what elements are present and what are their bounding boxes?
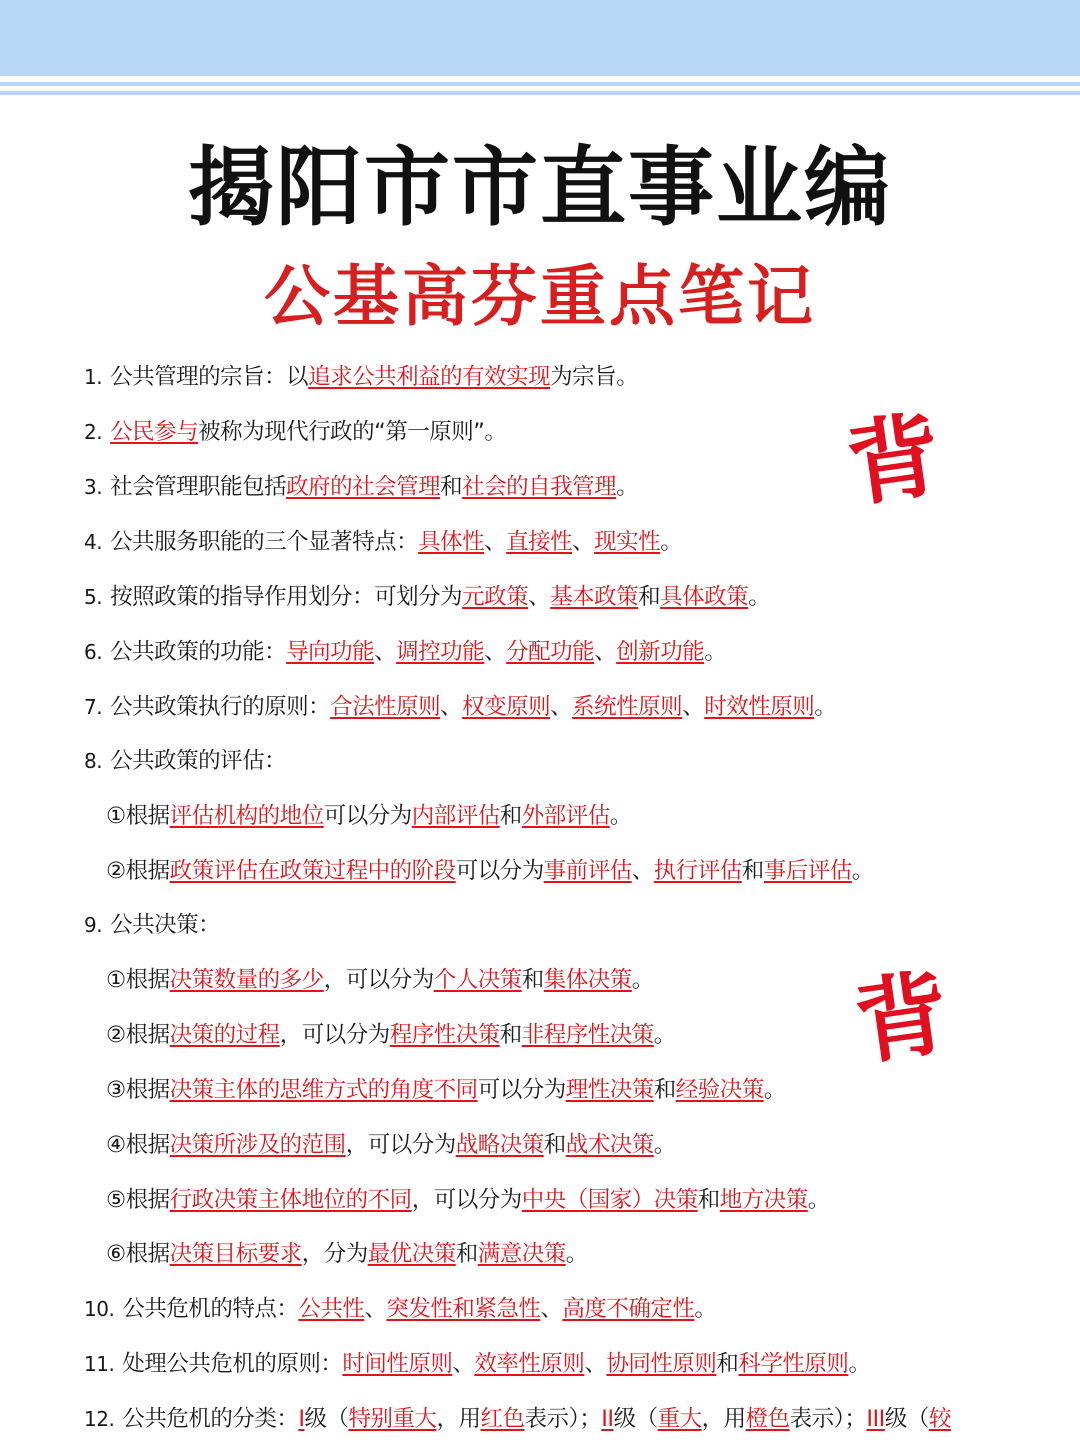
key-term: 决策所涉及的范围 bbox=[169, 1132, 346, 1158]
key-term: 协同性原则 bbox=[606, 1351, 717, 1377]
key-term: 权变原则 bbox=[462, 694, 551, 720]
key-term: 经验决策 bbox=[675, 1077, 764, 1103]
note-text: 。 bbox=[660, 529, 683, 555]
key-term: 执行评估 bbox=[653, 858, 742, 884]
note-text: 和 bbox=[543, 1132, 566, 1158]
key-term: 具体性 bbox=[418, 529, 485, 555]
note-text: 。 bbox=[807, 1187, 830, 1213]
key-term: 调控功能 bbox=[396, 639, 485, 665]
note-text: 、 bbox=[528, 584, 551, 610]
item-number: 9. bbox=[84, 913, 103, 937]
note-text: ①根据 bbox=[106, 803, 170, 829]
item-number: 8. bbox=[84, 749, 103, 773]
note-text: 可以分为 bbox=[455, 858, 544, 884]
note-text: ，可以分为 bbox=[279, 1022, 390, 1048]
note-item bbox=[84, 1347, 870, 1381]
note-subitem bbox=[106, 1073, 786, 1107]
note-text: 公共服务职能的三个显著特点： bbox=[110, 529, 419, 555]
note-text: 处理公共危机的原则： bbox=[122, 1351, 343, 1377]
key-term: 特别重大 bbox=[348, 1406, 437, 1432]
note-text: ⑥根据 bbox=[106, 1241, 170, 1267]
note-item bbox=[84, 415, 506, 449]
note-item bbox=[84, 525, 682, 559]
page-subtitle: 公基高芬重点笔记 bbox=[264, 257, 816, 335]
note-text: 公共管理的宗旨：以 bbox=[110, 364, 309, 390]
key-term: 合法性原则 bbox=[330, 694, 441, 720]
note-text: 、 bbox=[584, 1351, 607, 1377]
page-title: 揭阳市市直事业编 bbox=[188, 137, 892, 238]
note-text: 、 bbox=[374, 639, 397, 665]
key-term: 效率性原则 bbox=[474, 1351, 585, 1377]
note-subitem bbox=[106, 1018, 676, 1052]
note-text: 和 bbox=[521, 967, 544, 993]
key-term: 现实性 bbox=[594, 529, 661, 555]
note-text: 社会管理职能包括 bbox=[110, 474, 287, 500]
note-text: 。 bbox=[704, 639, 727, 665]
note-text: 。 bbox=[653, 1132, 676, 1158]
note-text: 。 bbox=[694, 1296, 717, 1322]
note-text: 和 bbox=[653, 1077, 676, 1103]
note-text: 公共政策的评估： bbox=[110, 748, 287, 774]
key-term: 创新功能 bbox=[616, 639, 705, 665]
key-term: 时间性原则 bbox=[342, 1351, 453, 1377]
note-item bbox=[84, 744, 286, 778]
note-subitem bbox=[106, 854, 874, 888]
note-text: ①根据 bbox=[106, 967, 170, 993]
key-term: 红色 bbox=[480, 1406, 525, 1432]
note-text: 、 bbox=[364, 1296, 387, 1322]
key-term: 高度不确定性 bbox=[562, 1296, 695, 1322]
note-text: 、 bbox=[540, 1296, 563, 1322]
item-number: 2. bbox=[84, 420, 103, 444]
note-text: 、 bbox=[452, 1351, 475, 1377]
key-term: 社会的自我管理 bbox=[462, 474, 617, 500]
note-text: 公共政策的功能： bbox=[110, 639, 287, 665]
note-text: ②根据 bbox=[106, 1022, 170, 1048]
key-term: 个人决策 bbox=[433, 967, 522, 993]
key-term: 理性决策 bbox=[565, 1077, 654, 1103]
key-term: 重大 bbox=[657, 1406, 702, 1432]
note-subitem bbox=[106, 1183, 830, 1217]
note-text: 可以分为 bbox=[323, 803, 412, 829]
key-term: 决策的过程 bbox=[169, 1022, 280, 1048]
note-text: 和 bbox=[455, 1241, 478, 1267]
note-text: 、 bbox=[550, 694, 573, 720]
key-term: 时效性原则 bbox=[704, 694, 815, 720]
note-text: 。 bbox=[748, 584, 771, 610]
key-term: 满意决策 bbox=[477, 1241, 566, 1267]
note-item bbox=[84, 690, 836, 724]
note-text: ，可以分为 bbox=[411, 1187, 522, 1213]
note-text: 和 bbox=[697, 1187, 720, 1213]
note-text: ，用 bbox=[436, 1406, 481, 1432]
key-term: 最优决策 bbox=[367, 1241, 456, 1267]
key-term: 评估机构的地位 bbox=[169, 803, 324, 829]
note-text: 按照政策的指导作用划分：可划分为 bbox=[110, 584, 463, 610]
note-text: 。 bbox=[653, 1022, 676, 1048]
note-text: ③根据 bbox=[106, 1077, 170, 1103]
key-term: 事前评估 bbox=[543, 858, 632, 884]
key-term: 内部评估 bbox=[411, 803, 500, 829]
banner-stripe bbox=[0, 91, 1080, 95]
note-text: 被称为现代行政的“第一原则”。 bbox=[198, 419, 507, 445]
note-text: ②根据 bbox=[106, 858, 170, 884]
key-term: 元政策 bbox=[462, 584, 529, 610]
key-term: 行政决策主体地位的不同 bbox=[169, 1187, 412, 1213]
note-text: 和 bbox=[440, 474, 463, 500]
key-term: 决策主体的思维方式的角度不同 bbox=[169, 1077, 478, 1103]
note-text: ⑤根据 bbox=[106, 1187, 170, 1213]
note-subitem bbox=[106, 1237, 588, 1271]
item-number: 6. bbox=[84, 640, 103, 664]
note-text: 。 bbox=[814, 694, 837, 720]
item-number: 5. bbox=[84, 585, 103, 609]
key-term: 战术决策 bbox=[565, 1132, 654, 1158]
item-number: 3. bbox=[84, 475, 103, 499]
item-number: 10. bbox=[84, 1297, 115, 1321]
note-subitem bbox=[106, 963, 654, 997]
note-text: 、 bbox=[572, 529, 595, 555]
note-subitem bbox=[106, 799, 632, 833]
note-item bbox=[84, 635, 726, 669]
note-text: 表示）； bbox=[789, 1406, 867, 1432]
note-text: 。 bbox=[851, 858, 874, 884]
note-text: 、 bbox=[631, 858, 654, 884]
item-number: 1. bbox=[84, 365, 103, 389]
stamp-memorize: 背 bbox=[848, 958, 956, 1078]
key-term: I bbox=[298, 1406, 305, 1432]
key-term: 具体政策 bbox=[660, 584, 749, 610]
key-term: 集体决策 bbox=[543, 967, 632, 993]
note-text: ，用 bbox=[701, 1406, 746, 1432]
note-text: 。 bbox=[565, 1241, 588, 1267]
key-term: 追求公共利益的有效实现 bbox=[308, 364, 551, 390]
note-text: 。 bbox=[848, 1351, 871, 1377]
banner-stripe bbox=[0, 82, 1080, 86]
key-term: 中央（国家）决策 bbox=[521, 1187, 698, 1213]
note-text: ，分为 bbox=[301, 1241, 368, 1267]
key-term: 橙色 bbox=[745, 1406, 790, 1432]
stamp-memorize: 背 bbox=[840, 400, 948, 520]
note-text: 。 bbox=[609, 803, 632, 829]
note-item bbox=[84, 580, 770, 614]
note-text: ，可以分为 bbox=[323, 967, 434, 993]
key-term: 科学性原则 bbox=[738, 1351, 849, 1377]
note-item bbox=[84, 360, 638, 394]
note-text: 公共危机的特点： bbox=[122, 1296, 299, 1322]
note-text: 、 bbox=[682, 694, 705, 720]
note-text: 级（ bbox=[304, 1406, 349, 1432]
key-term: 基本政策 bbox=[550, 584, 639, 610]
note-text: 和 bbox=[499, 803, 522, 829]
note-text: 和 bbox=[716, 1351, 739, 1377]
key-term: 政策评估在政策过程中的阶段 bbox=[169, 858, 456, 884]
note-text: 、 bbox=[440, 694, 463, 720]
item-number: 4. bbox=[84, 530, 103, 554]
key-term: III bbox=[866, 1406, 885, 1432]
key-term: 政府的社会管理 bbox=[286, 474, 441, 500]
note-text: 、 bbox=[484, 639, 507, 665]
note-text: ，可以分为 bbox=[345, 1132, 456, 1158]
note-text: 级（ bbox=[884, 1406, 929, 1432]
note-text: 。 bbox=[763, 1077, 786, 1103]
key-term: 公共性 bbox=[298, 1296, 365, 1322]
key-term: 系统性原则 bbox=[572, 694, 683, 720]
key-term: 地方决策 bbox=[719, 1187, 808, 1213]
key-term: 决策数量的多少 bbox=[169, 967, 324, 993]
note-item bbox=[84, 908, 220, 942]
key-term: 程序性决策 bbox=[389, 1022, 500, 1048]
note-text: 。 bbox=[616, 474, 639, 500]
note-text: 可以分为 bbox=[477, 1077, 566, 1103]
note-text: 和 bbox=[499, 1022, 522, 1048]
note-item bbox=[84, 1292, 716, 1326]
key-term: 突发性和紧急性 bbox=[386, 1296, 541, 1322]
key-term: 较 bbox=[928, 1406, 951, 1432]
note-text: 级（ bbox=[613, 1406, 658, 1432]
key-term: 非程序性决策 bbox=[521, 1022, 654, 1048]
item-number: 7. bbox=[84, 695, 103, 719]
key-term: 公民参与 bbox=[110, 419, 199, 445]
key-term: 战略决策 bbox=[455, 1132, 544, 1158]
key-term: 直接性 bbox=[506, 529, 573, 555]
note-item bbox=[84, 470, 638, 504]
note-text: 。 bbox=[631, 967, 654, 993]
note-text: 公共政策执行的原则： bbox=[110, 694, 331, 720]
note-subitem bbox=[106, 1128, 676, 1162]
key-term: II bbox=[601, 1406, 614, 1432]
note-text: 、 bbox=[484, 529, 507, 555]
note-text: 、 bbox=[594, 639, 617, 665]
note-text: 和 bbox=[638, 584, 661, 610]
key-term: 分配功能 bbox=[506, 639, 595, 665]
note-text: ④根据 bbox=[106, 1132, 170, 1158]
note-text: 表示）； bbox=[524, 1406, 602, 1432]
key-term: 外部评估 bbox=[521, 803, 610, 829]
note-text: 公共危机的分类： bbox=[122, 1406, 299, 1432]
item-number: 11. bbox=[84, 1352, 115, 1376]
key-term: 决策目标要求 bbox=[169, 1241, 302, 1267]
top-banner-band bbox=[0, 0, 1080, 76]
note-text: 和 bbox=[741, 858, 764, 884]
item-number: 12. bbox=[84, 1407, 115, 1431]
note-text: 为宗旨。 bbox=[550, 364, 639, 390]
key-term: 导向功能 bbox=[286, 639, 375, 665]
note-text: 公共决策： bbox=[110, 912, 221, 938]
note-item bbox=[84, 1402, 951, 1436]
key-term: 事后评估 bbox=[763, 858, 852, 884]
